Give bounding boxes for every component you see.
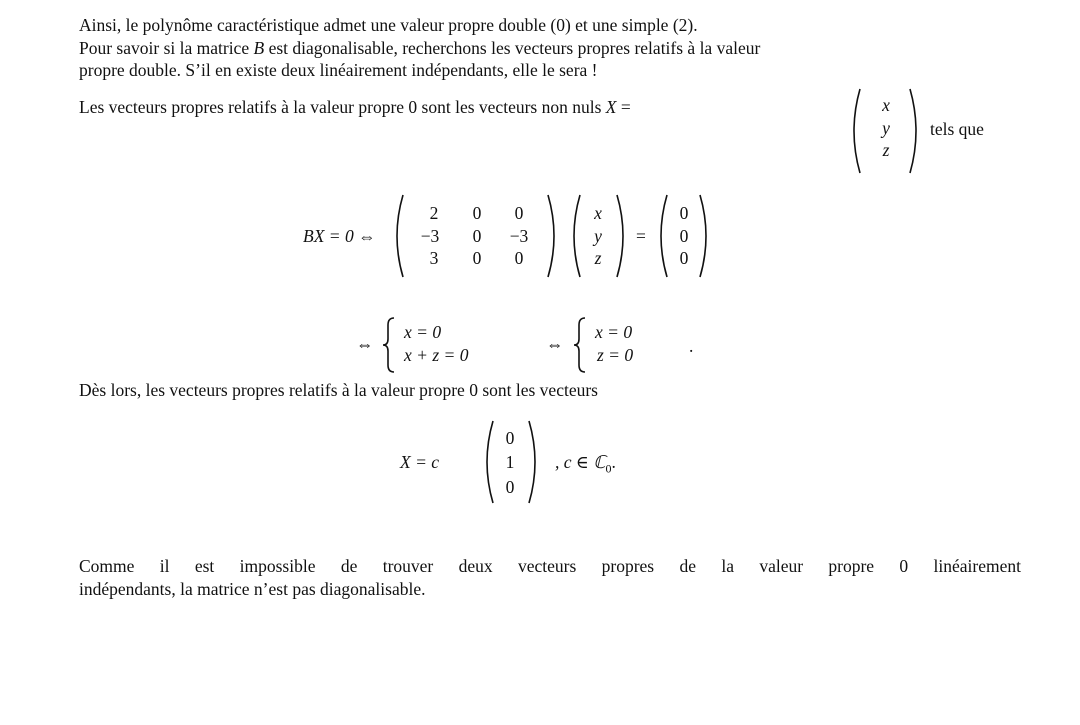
paragraph-eigenvalues: Ainsi, le polynôme caractéristique admet une valeur propre double (0) et une simple (2).	[79, 15, 698, 35]
period: .	[689, 336, 694, 356]
text: Les vecteurs propres relatifs à la valeur propre 0 sont les vecteurs non nuls	[79, 97, 606, 117]
system-equation: z = 0	[597, 345, 634, 365]
vector-entry: x	[882, 95, 890, 115]
left-brace	[573, 317, 587, 373]
iff-symbol: ⇔	[546, 334, 564, 354]
left-paren	[655, 194, 669, 278]
matrix-cell: 0	[472, 226, 482, 246]
paragraph-eigenvectors-def	[79, 97, 631, 117]
matrix-cell: 0	[472, 203, 482, 223]
vector-entry: y	[882, 118, 890, 138]
text-tels-que: tels que	[930, 119, 984, 139]
right-paren	[615, 194, 629, 278]
vector-entry: x	[594, 203, 602, 223]
vector-entry: 0	[679, 203, 689, 223]
matrix-cell: 2	[429, 203, 439, 223]
vector-entry: y	[594, 226, 602, 246]
matrix-cell: 3	[429, 248, 439, 268]
vector-entry: 0	[679, 248, 689, 268]
subscript: 0	[605, 461, 612, 476]
matrix-cell: 0	[514, 248, 524, 268]
right-paren	[527, 420, 541, 504]
right-paren	[908, 88, 922, 174]
text: , c ∈ ℂ	[555, 452, 606, 472]
left-paren	[391, 194, 405, 278]
system-equation: x = 0	[595, 322, 633, 342]
paragraph-double-eigenvalue: propre double. S’il en existe deux linéairement indépendants, elle le sera !	[79, 60, 598, 80]
paragraph-diagonalisable-intro	[79, 38, 760, 58]
left-paren	[481, 420, 495, 504]
vector-entry: 0	[679, 226, 689, 246]
equals-sign: =	[636, 226, 646, 246]
system-equation: x + z = 0	[404, 345, 469, 365]
vector-entry: 0	[505, 428, 515, 448]
paragraph-conclusion-line1: Comme il est impossible de trouver deux vecteurs propres de la valeur propre 0 linéairement	[79, 556, 1021, 576]
left-brace	[382, 317, 396, 373]
vector-entry: 0	[505, 477, 515, 497]
system-equation: x = 0	[404, 322, 442, 342]
vector-entry: 1	[505, 452, 515, 472]
text: est diagonalisable, recherchons les vecteurs propres relatifs à la valeur	[264, 38, 761, 58]
matrix-cell: −3	[509, 226, 529, 246]
matrix-cell: 0	[472, 248, 482, 268]
right-paren	[698, 194, 712, 278]
eq3-rhs	[555, 452, 616, 479]
text: Pour savoir si la matrice	[79, 38, 254, 58]
right-paren	[546, 194, 560, 278]
math-X: X	[605, 97, 617, 117]
eq1-lhs: BX = 0 ⇔	[303, 226, 376, 246]
eq3-lhs: X = c	[400, 452, 440, 472]
paragraph-des-lors: Dès lors, les vecteurs propres relatifs à la valeur propre 0 sont les vecteurs	[79, 380, 598, 400]
left-paren	[848, 88, 862, 174]
left-paren	[568, 194, 582, 278]
paragraph-conclusion-line2: indépendants, la matrice n’est pas diagonalisable.	[79, 579, 426, 599]
matrix-cell: 0	[514, 203, 524, 223]
matrix-cell: −3	[420, 226, 440, 246]
text: =	[616, 97, 631, 117]
iff-symbol: ⇔	[356, 334, 374, 354]
vector-entry: z	[882, 140, 890, 160]
period: .	[611, 452, 616, 472]
vector-entry: z	[594, 248, 602, 268]
math-B: B	[253, 38, 265, 58]
